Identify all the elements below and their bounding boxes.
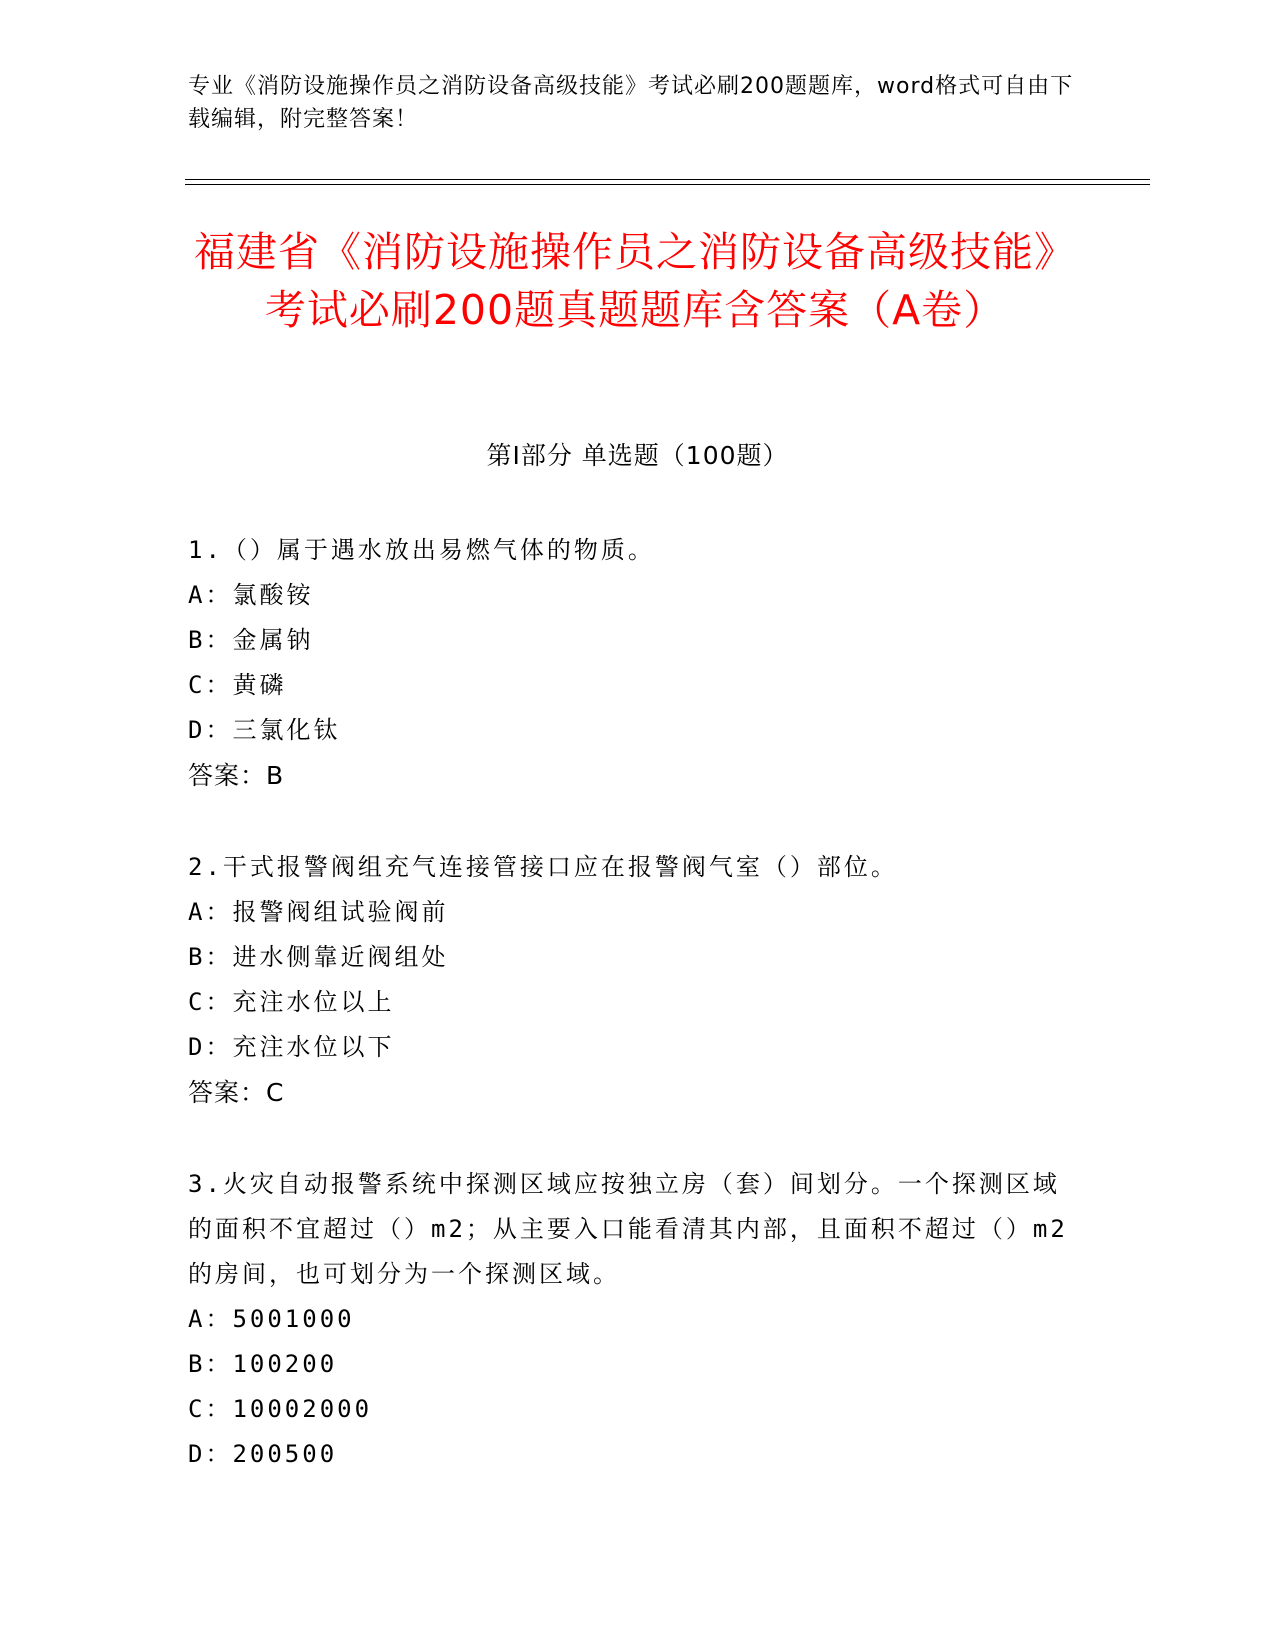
option-a: A：5001000 bbox=[188, 1305, 355, 1333]
option-b: B：金属钠 bbox=[188, 626, 314, 654]
option-c: C：充注水位以上 bbox=[188, 988, 395, 1016]
option-d: D：200500 bbox=[188, 1440, 338, 1468]
header-divider-bottom bbox=[185, 184, 1150, 185]
question-text: 3.火灾自动报警系统中探测区域应按独立房（套）间划分。一个探测区域的面积不宜超过（）m2；从主要入口能看清其内部，且面积不超过（）m2的房间，也可划分为一个探测区域。 bbox=[188, 1170, 1068, 1288]
answer: 答案：C bbox=[188, 1078, 285, 1107]
answer: 答案：B bbox=[188, 761, 285, 790]
option-b: B：100200 bbox=[188, 1350, 338, 1378]
option-c: C：黄磷 bbox=[188, 671, 287, 699]
question-text: 1.（）属于遇水放出易燃气体的物质。 bbox=[188, 536, 655, 564]
option-c: C：10002000 bbox=[188, 1395, 373, 1423]
section-heading: 第I部分 单选题（100题） bbox=[486, 441, 789, 470]
question-text: 2.干式报警阀组充气连接管接口应在报警阀气室（）部位。 bbox=[188, 853, 898, 881]
option-a: A：氯酸铵 bbox=[188, 581, 314, 609]
option-d: D：三氯化钛 bbox=[188, 716, 341, 744]
question-1 bbox=[188, 528, 1068, 798]
option-a: A：报警阀组试验阀前 bbox=[188, 898, 449, 926]
option-d: D：充注水位以下 bbox=[188, 1033, 395, 1061]
header-note: 专业《消防设施操作员之消防设备高级技能》考试必刷200题题库，word格式可自由下载编辑，附完整答案！ bbox=[188, 74, 1074, 132]
page-title: 福建省《消防设施操作员之消防设备高级技能》考试必刷200题真题题库含答案（A卷） bbox=[194, 228, 1076, 334]
question-3 bbox=[188, 1162, 1068, 1477]
header-divider-top bbox=[185, 179, 1150, 180]
option-b: B：进水侧靠近阀组处 bbox=[188, 943, 449, 971]
question-list bbox=[188, 528, 1068, 1524]
question-2 bbox=[188, 845, 1068, 1115]
